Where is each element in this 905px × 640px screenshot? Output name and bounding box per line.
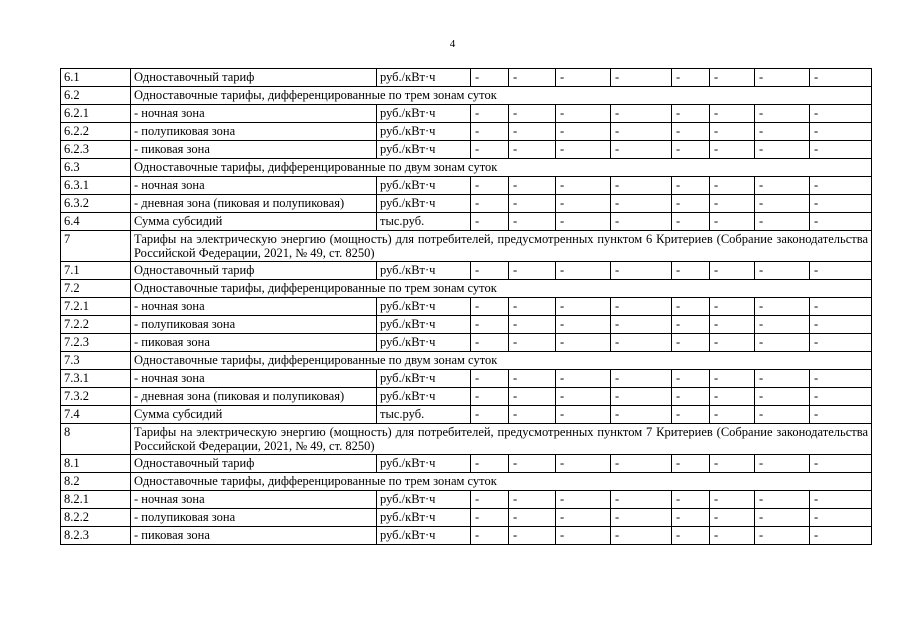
table-body <box>61 69 872 545</box>
row-number: 8.2.1 <box>61 491 131 509</box>
value-cell: - <box>755 262 810 280</box>
table-section-row <box>61 280 872 298</box>
value-cell: - <box>672 105 710 123</box>
value-cell: - <box>509 334 556 352</box>
value-cell: - <box>471 455 509 473</box>
value-cell: - <box>810 262 872 280</box>
table-row <box>61 316 872 334</box>
unit-cell: руб./кВт·ч <box>377 141 471 159</box>
value-cell: - <box>611 298 672 316</box>
table-row <box>61 213 872 231</box>
section-title: Одноставочные тарифы, дифференцированные по трем зонам суток <box>131 280 872 298</box>
value-cell: - <box>755 316 810 334</box>
table-row <box>61 455 872 473</box>
item-name: - ночная зона <box>131 177 377 195</box>
table-section-row <box>61 473 872 491</box>
unit-cell: руб./кВт·ч <box>377 298 471 316</box>
value-cell: - <box>710 123 755 141</box>
value-cell: - <box>672 195 710 213</box>
unit-cell: руб./кВт·ч <box>377 370 471 388</box>
value-cell: - <box>556 316 611 334</box>
row-number: 7.3.1 <box>61 370 131 388</box>
row-number: 6.3 <box>61 159 131 177</box>
value-cell: - <box>755 370 810 388</box>
value-cell: - <box>611 527 672 545</box>
table-row <box>61 370 872 388</box>
unit-cell: тыс.руб. <box>377 213 471 231</box>
value-cell: - <box>471 334 509 352</box>
table-section-row <box>61 231 872 262</box>
value-cell: - <box>611 262 672 280</box>
value-cell: - <box>556 213 611 231</box>
value-cell: - <box>672 69 710 87</box>
table-row <box>61 509 872 527</box>
value-cell: - <box>755 527 810 545</box>
value-cell: - <box>509 69 556 87</box>
row-number: 6.3.2 <box>61 195 131 213</box>
value-cell: - <box>611 455 672 473</box>
value-cell: - <box>611 406 672 424</box>
value-cell: - <box>755 213 810 231</box>
value-cell: - <box>509 491 556 509</box>
value-cell: - <box>710 527 755 545</box>
value-cell: - <box>672 123 710 141</box>
unit-cell: руб./кВт·ч <box>377 388 471 406</box>
item-name: - пиковая зона <box>131 527 377 545</box>
value-cell: - <box>810 388 872 406</box>
value-cell: - <box>672 334 710 352</box>
value-cell: - <box>509 123 556 141</box>
value-cell: - <box>710 388 755 406</box>
row-number: 7.2.2 <box>61 316 131 334</box>
item-name: - полупиковая зона <box>131 509 377 527</box>
value-cell: - <box>672 213 710 231</box>
value-cell: - <box>611 177 672 195</box>
value-cell: - <box>710 105 755 123</box>
value-cell: - <box>810 213 872 231</box>
value-cell: - <box>672 177 710 195</box>
table-row <box>61 262 872 280</box>
value-cell: - <box>509 298 556 316</box>
value-cell: - <box>710 177 755 195</box>
value-cell: - <box>710 195 755 213</box>
value-cell: - <box>611 491 672 509</box>
section-title: Тарифы на электрическую энергию (мощность) для потребителей, предусмотренных пунктом 6 Критериев (Собрание законодательства Российской Федерации, 2021, № 49, ст. 8250) <box>131 231 872 262</box>
row-number: 7.4 <box>61 406 131 424</box>
value-cell: - <box>755 177 810 195</box>
value-cell: - <box>509 370 556 388</box>
value-cell: - <box>710 298 755 316</box>
value-cell: - <box>471 491 509 509</box>
value-cell: - <box>611 388 672 406</box>
row-number: 7.3.2 <box>61 388 131 406</box>
item-name: - ночная зона <box>131 370 377 388</box>
row-number: 6.1 <box>61 69 131 87</box>
value-cell: - <box>611 213 672 231</box>
value-cell: - <box>672 527 710 545</box>
value-cell: - <box>810 177 872 195</box>
value-cell: - <box>810 105 872 123</box>
value-cell: - <box>755 388 810 406</box>
value-cell: - <box>810 334 872 352</box>
unit-cell: руб./кВт·ч <box>377 195 471 213</box>
value-cell: - <box>509 527 556 545</box>
value-cell: - <box>755 105 810 123</box>
value-cell: - <box>471 141 509 159</box>
table-row <box>61 334 872 352</box>
table-section-row <box>61 424 872 455</box>
value-cell: - <box>810 509 872 527</box>
value-cell: - <box>509 213 556 231</box>
unit-cell: тыс.руб. <box>377 406 471 424</box>
item-name: Сумма субсидий <box>131 406 377 424</box>
table-row <box>61 298 872 316</box>
unit-cell: руб./кВт·ч <box>377 491 471 509</box>
table-section-row <box>61 159 872 177</box>
value-cell: - <box>471 316 509 334</box>
table-row <box>61 123 872 141</box>
table-row <box>61 177 872 195</box>
value-cell: - <box>810 141 872 159</box>
value-cell: - <box>672 370 710 388</box>
unit-cell: руб./кВт·ч <box>377 455 471 473</box>
value-cell: - <box>755 491 810 509</box>
section-title: Одноставочные тарифы, дифференцированные по трем зонам суток <box>131 87 872 105</box>
value-cell: - <box>556 527 611 545</box>
row-number: 6.2 <box>61 87 131 105</box>
value-cell: - <box>755 123 810 141</box>
value-cell: - <box>509 141 556 159</box>
value-cell: - <box>672 406 710 424</box>
row-number: 7 <box>61 231 131 262</box>
item-name: Сумма субсидий <box>131 213 377 231</box>
row-number: 6.3.1 <box>61 177 131 195</box>
row-number: 8.2.2 <box>61 509 131 527</box>
value-cell: - <box>672 388 710 406</box>
value-cell: - <box>710 406 755 424</box>
row-number: 6.2.1 <box>61 105 131 123</box>
value-cell: - <box>810 316 872 334</box>
row-number: 6.4 <box>61 213 131 231</box>
item-name: Одноставочный тариф <box>131 69 377 87</box>
value-cell: - <box>471 262 509 280</box>
unit-cell: руб./кВт·ч <box>377 69 471 87</box>
row-number: 8.2 <box>61 473 131 491</box>
value-cell: - <box>710 509 755 527</box>
section-title: Тарифы на электрическую энергию (мощность) для потребителей, предусмотренных пунктом 7 Критериев (Собрание законодательства Российской Федерации, 2021, № 49, ст. 8250) <box>131 424 872 455</box>
value-cell: - <box>556 195 611 213</box>
value-cell: - <box>710 141 755 159</box>
item-name: - ночная зона <box>131 298 377 316</box>
value-cell: - <box>611 316 672 334</box>
value-cell: - <box>710 316 755 334</box>
value-cell: - <box>556 491 611 509</box>
value-cell: - <box>471 388 509 406</box>
value-cell: - <box>755 141 810 159</box>
value-cell: - <box>810 69 872 87</box>
row-number: 6.2.3 <box>61 141 131 159</box>
value-cell: - <box>810 455 872 473</box>
value-cell: - <box>556 141 611 159</box>
value-cell: - <box>810 195 872 213</box>
value-cell: - <box>710 491 755 509</box>
value-cell: - <box>611 105 672 123</box>
value-cell: - <box>509 195 556 213</box>
value-cell: - <box>509 406 556 424</box>
value-cell: - <box>509 509 556 527</box>
value-cell: - <box>471 298 509 316</box>
value-cell: - <box>556 406 611 424</box>
value-cell: - <box>556 334 611 352</box>
value-cell: - <box>710 213 755 231</box>
value-cell: - <box>509 388 556 406</box>
unit-cell: руб./кВт·ч <box>377 262 471 280</box>
value-cell: - <box>556 123 611 141</box>
value-cell: - <box>810 527 872 545</box>
table-row <box>61 527 872 545</box>
section-title: Одноставочные тарифы, дифференцированные по трем зонам суток <box>131 473 872 491</box>
value-cell: - <box>471 195 509 213</box>
item-name: Одноставочный тариф <box>131 455 377 473</box>
value-cell: - <box>710 69 755 87</box>
value-cell: - <box>672 455 710 473</box>
unit-cell: руб./кВт·ч <box>377 123 471 141</box>
value-cell: - <box>509 262 556 280</box>
value-cell: - <box>672 316 710 334</box>
table-row <box>61 105 872 123</box>
table-row <box>61 69 872 87</box>
value-cell: - <box>509 316 556 334</box>
row-number: 6.2.2 <box>61 123 131 141</box>
tariff-table <box>60 68 872 545</box>
table-row <box>61 388 872 406</box>
table-row <box>61 195 872 213</box>
value-cell: - <box>810 123 872 141</box>
value-cell: - <box>710 370 755 388</box>
value-cell: - <box>611 141 672 159</box>
value-cell: - <box>471 69 509 87</box>
value-cell: - <box>471 105 509 123</box>
value-cell: - <box>710 262 755 280</box>
row-number: 7.1 <box>61 262 131 280</box>
value-cell: - <box>672 262 710 280</box>
value-cell: - <box>471 527 509 545</box>
value-cell: - <box>471 509 509 527</box>
value-cell: - <box>755 69 810 87</box>
section-title: Одноставочные тарифы, дифференцированные по двум зонам суток <box>131 352 872 370</box>
item-name: - пиковая зона <box>131 334 377 352</box>
value-cell: - <box>755 195 810 213</box>
value-cell: - <box>755 406 810 424</box>
value-cell: - <box>509 105 556 123</box>
value-cell: - <box>556 455 611 473</box>
value-cell: - <box>672 491 710 509</box>
value-cell: - <box>810 406 872 424</box>
unit-cell: руб./кВт·ч <box>377 509 471 527</box>
row-number: 8 <box>61 424 131 455</box>
table-row <box>61 406 872 424</box>
value-cell: - <box>471 370 509 388</box>
table-row <box>61 491 872 509</box>
item-name: - ночная зона <box>131 491 377 509</box>
item-name: - пиковая зона <box>131 141 377 159</box>
value-cell: - <box>810 491 872 509</box>
value-cell: - <box>556 298 611 316</box>
value-cell: - <box>672 509 710 527</box>
item-name: Одноставочный тариф <box>131 262 377 280</box>
section-title: Одноставочные тарифы, дифференцированные по двум зонам суток <box>131 159 872 177</box>
row-number: 7.2.1 <box>61 298 131 316</box>
item-name: - ночная зона <box>131 105 377 123</box>
unit-cell: руб./кВт·ч <box>377 177 471 195</box>
value-cell: - <box>556 105 611 123</box>
table-section-row <box>61 87 872 105</box>
row-number: 8.2.3 <box>61 527 131 545</box>
unit-cell: руб./кВт·ч <box>377 527 471 545</box>
value-cell: - <box>810 298 872 316</box>
table-row <box>61 141 872 159</box>
value-cell: - <box>611 69 672 87</box>
value-cell: - <box>710 334 755 352</box>
value-cell: - <box>556 69 611 87</box>
item-name: - полупиковая зона <box>131 316 377 334</box>
value-cell: - <box>471 213 509 231</box>
row-number: 8.1 <box>61 455 131 473</box>
value-cell: - <box>509 177 556 195</box>
item-name: - дневная зона (пиковая и полупиковая) <box>131 388 377 406</box>
value-cell: - <box>810 370 872 388</box>
unit-cell: руб./кВт·ч <box>377 316 471 334</box>
row-number: 7.3 <box>61 352 131 370</box>
value-cell: - <box>556 388 611 406</box>
value-cell: - <box>755 509 810 527</box>
page-number: 4 <box>449 38 456 50</box>
value-cell: - <box>611 509 672 527</box>
value-cell: - <box>672 141 710 159</box>
value-cell: - <box>471 406 509 424</box>
value-cell: - <box>611 370 672 388</box>
value-cell: - <box>755 298 810 316</box>
value-cell: - <box>471 123 509 141</box>
value-cell: - <box>471 177 509 195</box>
unit-cell: руб./кВт·ч <box>377 334 471 352</box>
row-number: 7.2 <box>61 280 131 298</box>
item-name: - полупиковая зона <box>131 123 377 141</box>
unit-cell: руб./кВт·ч <box>377 105 471 123</box>
value-cell: - <box>611 123 672 141</box>
table-section-row <box>61 352 872 370</box>
value-cell: - <box>509 455 556 473</box>
row-number: 7.2.3 <box>61 334 131 352</box>
value-cell: - <box>611 195 672 213</box>
value-cell: - <box>755 455 810 473</box>
value-cell: - <box>556 262 611 280</box>
value-cell: - <box>556 370 611 388</box>
value-cell: - <box>556 177 611 195</box>
value-cell: - <box>672 298 710 316</box>
item-name: - дневная зона (пиковая и полупиковая) <box>131 195 377 213</box>
value-cell: - <box>755 334 810 352</box>
value-cell: - <box>611 334 672 352</box>
value-cell: - <box>556 509 611 527</box>
value-cell: - <box>710 455 755 473</box>
